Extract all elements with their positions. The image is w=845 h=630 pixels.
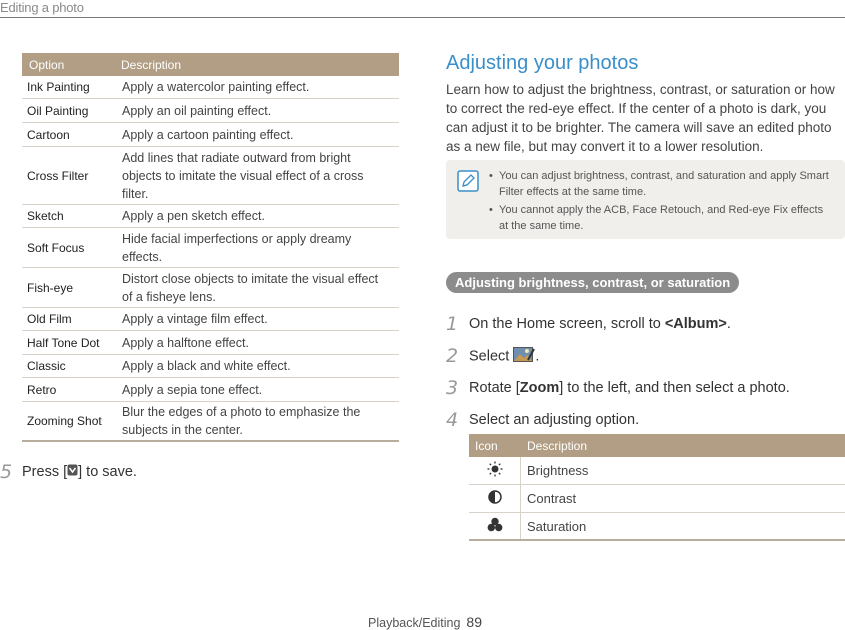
- option-description: Apply a cartoon painting effect.: [122, 127, 294, 142]
- ok-button-icon: [67, 464, 78, 480]
- step-5: [0, 461, 137, 483]
- header-title: Editing a photo: [0, 0, 84, 15]
- step-text-pre: On the Home screen, scroll to: [469, 316, 665, 332]
- step-number: 4: [446, 409, 459, 431]
- option-name: Fish-eye: [27, 280, 74, 295]
- step-number: 3: [446, 377, 459, 399]
- adjust-table-header: [469, 434, 845, 457]
- icon-cell: [469, 485, 521, 512]
- step-text: [22, 464, 137, 480]
- table-row: [22, 147, 399, 205]
- table-row: [22, 228, 399, 268]
- option-description: Distort close objects to imitate the visual effect of a fisheye lens.: [122, 271, 379, 304]
- contrast-icon: [488, 490, 502, 507]
- step-3: [446, 372, 790, 404]
- saturation-icon: [487, 517, 503, 535]
- page-number: 89: [466, 614, 482, 630]
- table-row: [22, 99, 399, 123]
- step-text-post: ] to the left, and then select a photo.: [559, 380, 790, 396]
- option-name: Cross Filter: [27, 168, 89, 183]
- icon-cell: [469, 457, 521, 484]
- option-name: Sketch: [27, 209, 64, 223]
- option-description: Apply a sepia tone effect.: [122, 382, 263, 397]
- step-text: [469, 316, 731, 332]
- options-table: [22, 53, 399, 442]
- section-title: Adjusting your photos: [446, 52, 639, 74]
- table-row: [22, 76, 399, 99]
- note-item: • You can adjust brightness, contrast, and saturation and apply Smart Filter effects at the same time.: [489, 168, 834, 200]
- step-text: [469, 380, 790, 396]
- section-intro: Learn how to adjust the brightness, contrast, or saturation or how to correct the red-eye effect. If the center of a photo is dark, you can adjust it to be brighter. The camera will save an edited photo as a new file, but may convert it to a lower resolution.: [446, 82, 835, 154]
- adjust-label: Saturation: [527, 518, 587, 534]
- header-description: Description: [527, 438, 588, 453]
- option-name: Half Tone Dot: [27, 335, 100, 350]
- step-text-bold: <Album>: [664, 316, 727, 332]
- step-text-pre: Select: [469, 347, 514, 364]
- brightness-icon: [487, 461, 503, 480]
- table-row: [469, 513, 845, 541]
- option-description: Apply a watercolor painting effect.: [122, 80, 310, 94]
- table-row: [469, 457, 845, 485]
- option-description: Apply an oil painting effect.: [122, 103, 272, 118]
- header-icon: Icon: [475, 438, 498, 453]
- option-description: Hide facial imperfections or apply dreamy effects.: [122, 231, 352, 264]
- option-description: Apply a halftone effect.: [122, 335, 249, 350]
- note-item: • You cannot apply the ACB, Face Retouch, and Red-eye Fix effects at the same time.: [489, 202, 834, 234]
- table-row: [22, 378, 399, 402]
- step-2: [446, 340, 790, 372]
- page-footer: [368, 614, 482, 630]
- step-text-before: Press [: [22, 463, 68, 480]
- step-number: 5: [0, 461, 13, 483]
- step-text-post: .: [726, 316, 731, 332]
- option-name: Classic: [27, 359, 66, 373]
- table-row: [22, 268, 399, 308]
- step-text-post: .: [535, 347, 540, 364]
- option-description: Apply a pen sketch effect.: [122, 209, 265, 223]
- option-description: Apply a black and white effect.: [122, 359, 291, 373]
- step-text-pre: Select an adjusting option.: [469, 412, 640, 428]
- option-name: Old Film: [27, 312, 72, 326]
- photo-edit-icon: [513, 346, 535, 367]
- table-row: [22, 402, 399, 442]
- step-text-bold: Zoom: [519, 380, 560, 396]
- option-name: Ink Painting: [27, 80, 90, 94]
- adjust-label: Contrast: [527, 491, 577, 506]
- table-row: [22, 123, 399, 147]
- option-name: Retro: [27, 382, 57, 397]
- step-text: [469, 346, 539, 367]
- option-description: Apply a vintage film effect.: [122, 312, 268, 326]
- table-row: [22, 308, 399, 331]
- option-name: Soft Focus: [27, 240, 85, 255]
- adjust-label: Brightness: [527, 463, 589, 478]
- table-row: [22, 355, 399, 378]
- step-number: 2: [446, 345, 459, 367]
- subsection-title: Adjusting brightness, contrast, or saturation: [446, 272, 739, 293]
- footer-section: Playback/Editing: [368, 616, 461, 630]
- options-table-header: [22, 53, 399, 76]
- header-description: Description: [121, 57, 182, 72]
- header-option: Option: [29, 57, 65, 72]
- table-row: [22, 331, 399, 355]
- step-text-pre: Rotate [: [469, 380, 520, 396]
- icon-cell: [469, 513, 521, 539]
- option-description: Add lines that radiate outward from bright objects to imitate the visual effect of a cross filter.: [122, 150, 364, 201]
- step-text: [469, 412, 639, 428]
- pencil-note-icon: [457, 170, 479, 197]
- option-name: Zooming Shot: [27, 414, 102, 428]
- adjust-options-table: [469, 434, 845, 541]
- option-description: Blur the edges of a photo to emphasize the subjects in the center.: [122, 405, 361, 437]
- note-list: [489, 168, 834, 236]
- table-row: [22, 205, 399, 228]
- step-text-after: ] to save.: [78, 463, 137, 480]
- table-row: [469, 485, 845, 513]
- steps-list: [446, 308, 790, 436]
- option-name: Cartoon: [27, 127, 70, 142]
- step-4: [446, 404, 790, 436]
- step-number: 1: [446, 313, 459, 335]
- note-box: [446, 160, 845, 239]
- step-1: [446, 308, 790, 340]
- option-name: Oil Painting: [27, 103, 89, 118]
- page-header: [0, 0, 845, 18]
